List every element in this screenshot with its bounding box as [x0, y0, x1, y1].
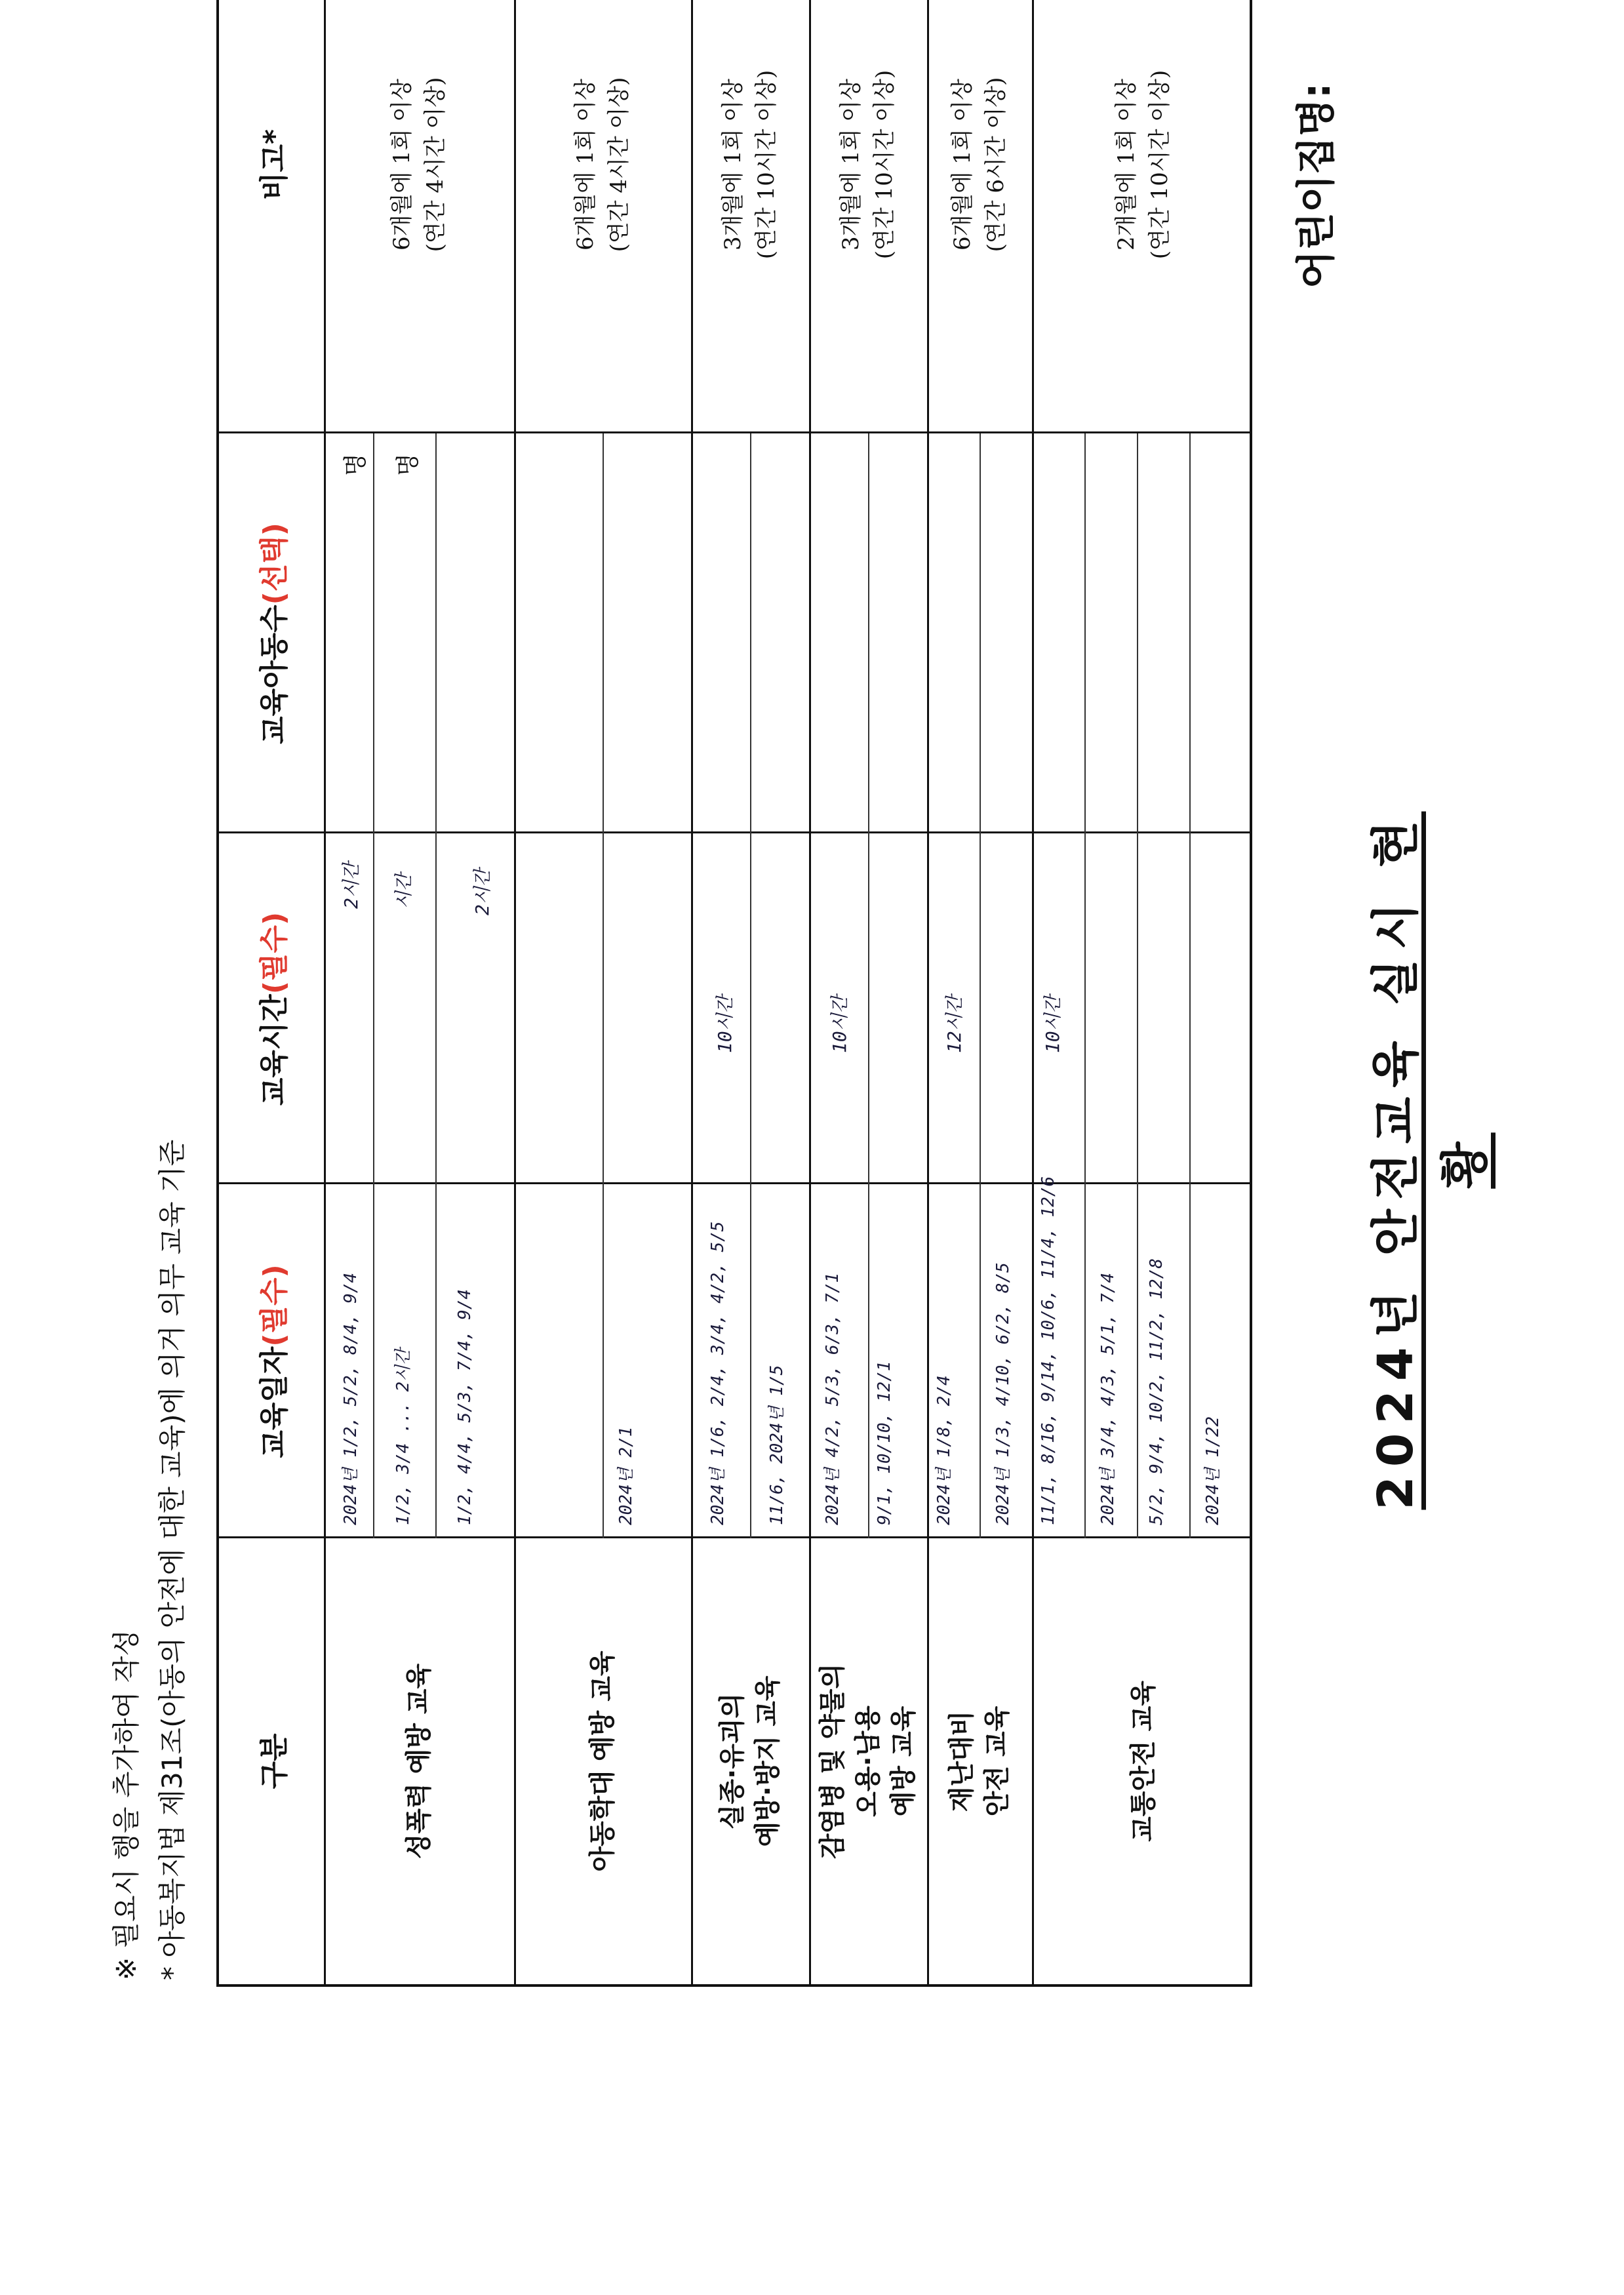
sub-row-line	[1189, 433, 1191, 1538]
sub-row-line	[980, 433, 981, 1538]
hours-value: 2시간	[340, 862, 362, 909]
hours-value: 12시간	[943, 995, 965, 1053]
sub-row-line	[435, 433, 437, 1538]
handwritten-date: 11/6, 2024년 1/5	[767, 1365, 787, 1525]
category-sexual-violence: 성폭력 예방 교육	[404, 1663, 434, 1860]
handwritten-date: 2024년 4/2, 5/3, 6/3, 7/1	[823, 1272, 842, 1525]
note-missing-abduction: 3개월에 1회 이상 (연간 10시간 이상)	[720, 70, 780, 260]
handwritten-date: 2024년 3/4, 4/3, 5/1, 7/4	[1098, 1272, 1118, 1525]
children-unit: 명	[395, 453, 422, 476]
note-infection-drugs: 3개월에 1회 이상 (연간 10시간 이상)	[838, 70, 898, 260]
handwritten-date: 2024년 1/3, 4/10, 6/2, 8/5	[993, 1262, 1013, 1525]
hours-value: 10시간	[829, 995, 850, 1053]
sub-row-line	[1084, 433, 1086, 1538]
note-sexual-violence: 6개월에 1회 이상 (연간 4시간 이상)	[389, 77, 448, 252]
note-disaster: 6개월에 1회 이상 (연간 6시간 이상)	[949, 77, 1009, 252]
handwritten-date: 1/2, 3/4 ... 2시간	[393, 1348, 413, 1525]
header-hours: 교육시간 (필수)	[258, 911, 291, 1106]
sub-row-line	[750, 433, 751, 1538]
category-infection-drugs: 감염병 및 약물의 오용·남용 예방 교육	[818, 1663, 919, 1860]
handwritten-date: 9/1, 10/10, 12/1	[875, 1361, 894, 1525]
sub-row-line	[868, 433, 869, 1538]
header-children: 교육아동수 (선택)	[258, 523, 291, 744]
hours-value: 10시간	[1042, 995, 1063, 1053]
children-unit: 명	[342, 453, 369, 476]
handwritten-date: 2024년 1/8, 2/4	[934, 1375, 954, 1525]
category-child-abuse: 아동학대 예방 교육	[587, 1650, 618, 1872]
header-category: 구분	[258, 1733, 291, 1789]
handwritten-date: 1/2, 4/4, 5/3, 7/4, 9/4	[455, 1288, 475, 1525]
page-title: 2024년 안전교육 실시 현황	[1368, 811, 1494, 1510]
category-traffic: 교통안전 교육	[1128, 1681, 1159, 1842]
daycare-name-label: 어린이집명:	[1294, 83, 1339, 289]
handwritten-date: 2024년 1/6, 2/4, 3/4, 4/2, 5/5	[708, 1221, 728, 1525]
handwritten-date: 2024년 1/2, 5/2, 8/4, 9/4	[341, 1272, 361, 1525]
note-child-abuse: 6개월에 1회 이상 (연간 4시간 이상)	[572, 77, 632, 252]
footnote-add-rows: ※ 필요시 행을 추가하여 작성	[110, 1629, 142, 1980]
handwritten-date: 5/2, 9/4, 10/2, 11/2, 12/8	[1147, 1258, 1166, 1525]
handwritten-date: 2024년 1/22	[1203, 1416, 1223, 1525]
handwritten-date: 11/1, 8/16, 9/14, 10/6, 11/4, 12/6	[1039, 1176, 1058, 1525]
hours-value: 시간	[393, 873, 414, 909]
hours-value: 2시간	[471, 869, 493, 915]
footnote-law: * 아동복지법 제31조(아동의 안전에 대한 교육)에 의거 의무 교육 기준	[156, 1139, 188, 1980]
handwritten-date: 2024년 2/1	[616, 1426, 636, 1525]
category-missing-abduction: 실종·유괴의 예방·방지 교육	[717, 1675, 783, 1847]
header-date: 교육일자 (필수)	[258, 1264, 291, 1458]
safety-education-table	[216, 0, 1252, 1987]
note-traffic: 2개월에 1회 이상 (연간 10시간 이상)	[1113, 70, 1173, 260]
category-disaster: 재난대비 안전 교육	[947, 1706, 1012, 1817]
sub-row-line	[373, 433, 374, 1538]
hours-value: 10시간	[714, 995, 736, 1053]
sub-row-line	[1137, 433, 1138, 1538]
header-note: 비고*	[258, 129, 291, 201]
sub-row-line	[603, 433, 604, 1538]
